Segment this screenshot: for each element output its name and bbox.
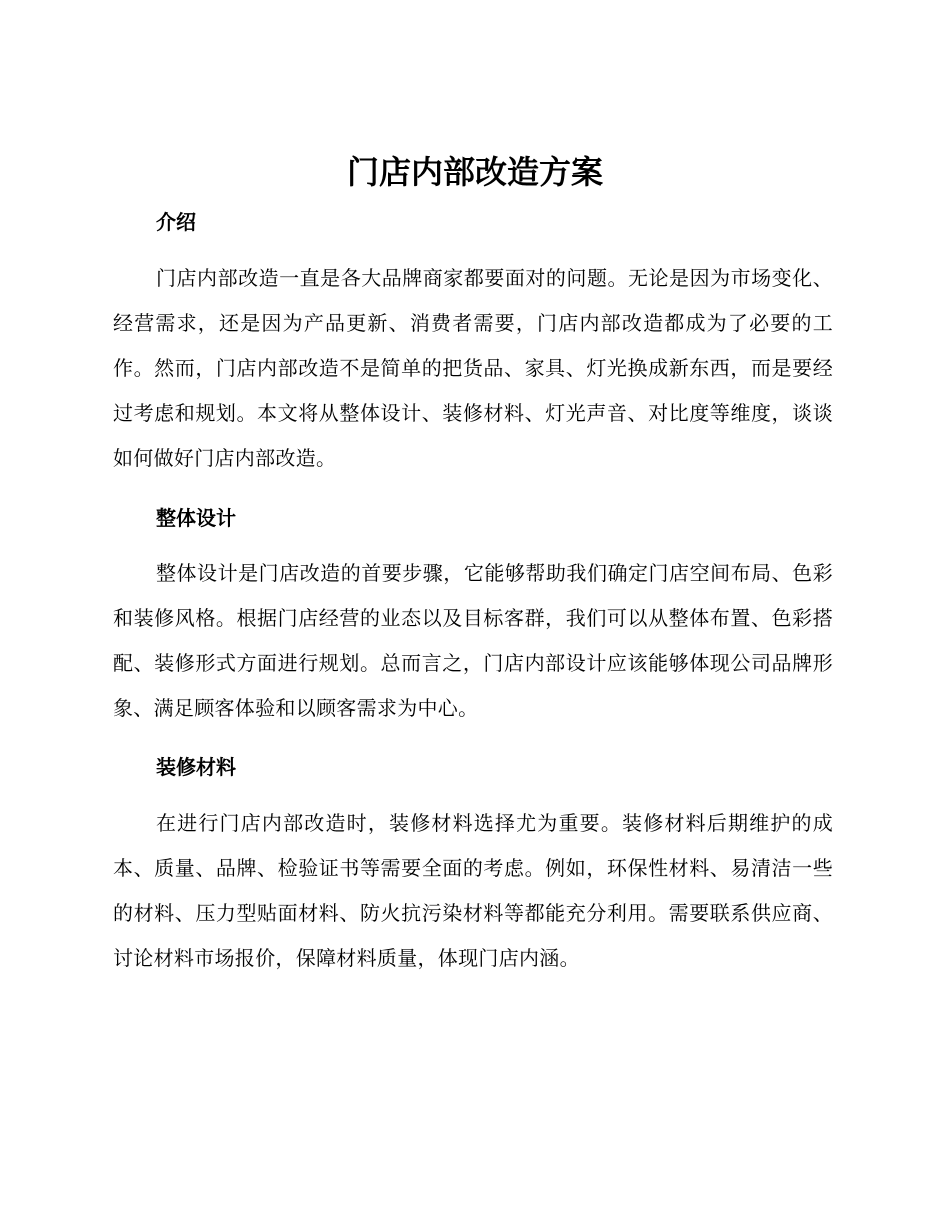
section-body-overall-design: 整体设计是门店改造的首要步骤，它能够帮助我们确定门店空间布局、色彩和装修风格。根据门店经营的业态以及目标客群，我们可以从整体布置、色彩搭配、装修形式方面进行规划。总而言之，门店内部设计应该能够体现公司品牌形象、满足顾客体验和以顾客需求为中心。: [113, 561, 833, 720]
section-body-intro: 门店内部改造一直是各大品牌商家都要面对的问题。无论是因为市场变化、经营需求，还是因为产品更新、消费者需要，门店内部改造都成为了必要的工作。然而，门店内部改造不是简单的把货品、家具、灯光换成新东西，而是要经过考虑和规划。本文将从整体设计、装修材料、灯光声音、对比度等维度，谈谈如何做好门店内部改造。: [113, 266, 833, 470]
section-heading-intro: 介绍: [156, 210, 196, 234]
section-body-materials: 在进行门店内部改造时，装修材料选择尤为重要。装修材料后期维护的成本、质量、品牌、检验证书等需要全面的考虑。例如，环保性材料、易清洁一些的材料、压力型贴面材料、防火抗污染材料等都能充分利用。需要联系供应商、讨论材料市场报价，保障材料质量，体现门店内涵。: [113, 811, 833, 970]
section-heading-materials: 装修材料: [156, 755, 236, 779]
section-heading-overall-design: 整体设计: [156, 506, 236, 530]
document-title: 门店内部改造方案: [346, 153, 603, 191]
